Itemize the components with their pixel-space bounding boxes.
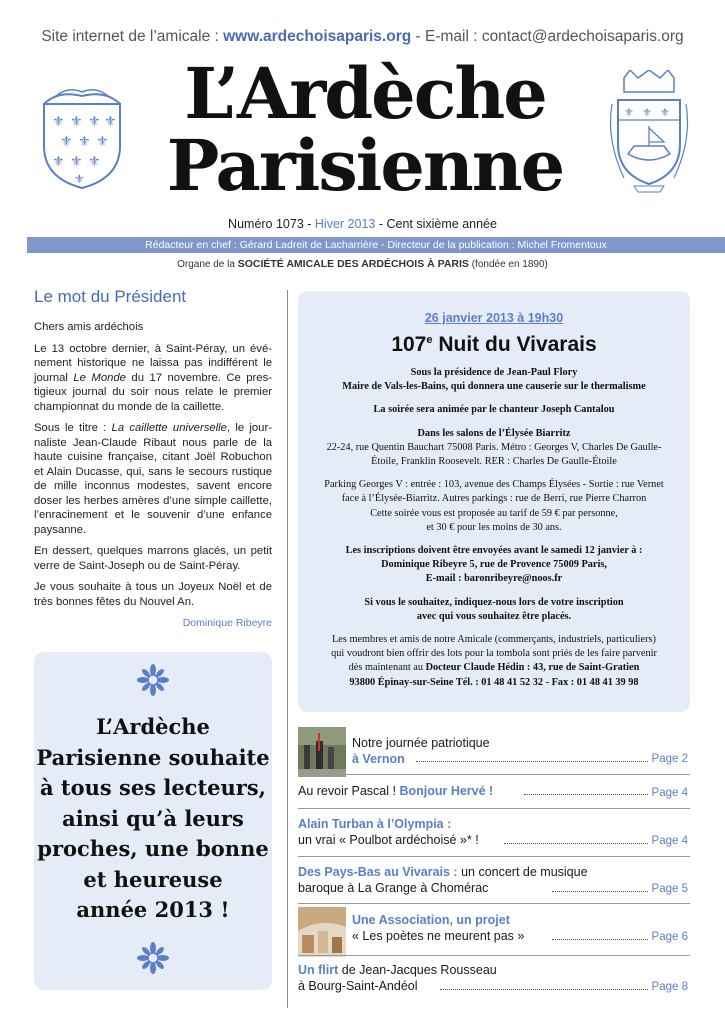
president-signature: Dominique Ribeyre (182, 617, 272, 629)
svg-text:⚜: ⚜ (52, 114, 65, 130)
toc-paysbas-line-2: baroque à La Grange à Chomérac (298, 881, 489, 895)
event-box (298, 291, 690, 712)
toc-divider (298, 808, 690, 809)
president-title: Le mot du Président (34, 287, 187, 306)
price-line-1: Cette soirée vous est proposée au tarif de 59 € par personne, (370, 507, 618, 519)
toc-page: Page 4 (651, 835, 688, 847)
toc-turban-line-1: Alain Turban à l’Olympia : (298, 817, 452, 831)
toc-item-turban[interactable] (298, 816, 690, 848)
tombola-line-3a: dès maintenant au (348, 662, 426, 674)
toc-page: Page 2 (651, 753, 688, 765)
event-inscriptions (298, 544, 690, 587)
toc-page: Page 4 (651, 787, 688, 799)
leader-dots (416, 761, 648, 762)
site-url-link[interactable]: www.ardechoisaparis.org (223, 28, 412, 45)
toc-page: Page 5 (651, 883, 688, 895)
svg-text:⚜: ⚜ (70, 114, 83, 130)
greeting-line-6: et heureuse (83, 866, 223, 892)
svg-text:⚜: ⚜ (642, 106, 652, 119)
email-text: - E-mail : contact@ardechoisaparis.org (411, 28, 684, 45)
greeting-message (34, 712, 272, 926)
ardeche-crest-icon (38, 86, 126, 192)
svg-text:⚜: ⚜ (60, 134, 73, 150)
placement-line-1: Si vous le souhaitez, indiquez-nous lors de votre inscription (364, 596, 624, 608)
event-presidence (298, 366, 690, 394)
toc-page: Page 8 (651, 981, 688, 993)
event-title-text: Nuit du Vivarais (432, 333, 597, 356)
inscription-line-2: Dominique Ribeyre 5, rue de Provence 75009 Paris, (381, 559, 607, 571)
p2-text-c: , le jour-naliste Jean-Claude Ribaut nous parle de la haute cuisine française, citant Joël Robuchon et Alain Ducasse, qui, sans le secours rustique de mille inconnus modestes, savent encore doser les herbes amères d’une simple caillette, l’enracinement et le souvenir d’une enfance paysanne. (34, 422, 272, 536)
site-info-line (0, 28, 725, 46)
toc-vernon-line-1: Notre journée patriotique (352, 736, 490, 750)
president-paragraph-4: Je vous souhaite à tous un Joyeux Noël et de très bonnes fêtes du Nouvel An. (34, 581, 272, 608)
greeting-line-7: année 2013 ! (76, 897, 230, 922)
toc-paysbas-blue: Des Pays-Bas au Vivarais : (298, 865, 462, 879)
svg-text:⚜: ⚜ (96, 134, 109, 150)
organ-founded: (fondée en 1890) (468, 259, 548, 270)
toc-association-line-2: « Les poètes ne meurent pas » (352, 929, 525, 943)
svg-text:⚜: ⚜ (104, 114, 117, 130)
tombola-line-1: Les membres et amis de notre Amicale (commerçants, industriels, particuliers) (332, 634, 656, 646)
svg-text:⚜: ⚜ (52, 154, 65, 170)
greeting-box (34, 652, 272, 990)
issue-season: Hiver 2013 (314, 217, 376, 231)
presidence-line-1: Sous la présidence de Jean-Paul Flory (410, 367, 578, 378)
singer-line: La soirée sera animée par le chanteur Joseph Cantalou (373, 404, 615, 416)
parking-line-1: Parking Georges V : entrée : 103, avenue des Champs Élysées - Sortie : rue Vernet (324, 479, 664, 491)
leader-dots (524, 794, 648, 795)
toc-herve-text: Bonjour Hervé ! (399, 784, 494, 798)
paris-crest-icon (604, 70, 694, 194)
toc-rousseau-text: de Jean-Jacques Rousseau (338, 963, 497, 977)
tombola-line-4: 93800 Épinay-sur-Seine Tél. : 01 48 41 52 32 - Fax : 01 48 41 39 98 (349, 676, 639, 688)
svg-text:⚜: ⚜ (660, 106, 670, 119)
issue-line (0, 217, 725, 231)
price-line-2: et 30 € pour les moins de 30 ans. (426, 521, 562, 533)
leader-dots (552, 891, 648, 892)
p2-text-a: Sous le titre : (34, 422, 112, 434)
flower-ornament-icon (137, 664, 169, 696)
tombola-line-2: qui voudront bien offrir des lots pour la tombola sont priés de les faire parvenir (331, 648, 657, 660)
flower-ornament-icon (137, 942, 169, 974)
event-date: 26 janvier 2013 à 19h30 (424, 311, 564, 325)
presidence-line-2: Maire de Vals-les-Bains, qui donnera une causerie sur le thermalisme (342, 381, 646, 393)
editor-bar: Rédacteur en chef : Gérard Ladreit de Lacharrière - Directeur de la publication : Michel Fromentoux (27, 237, 725, 253)
event-title (298, 333, 690, 357)
president-paragraph-2 (34, 421, 272, 537)
masthead-line-2: Parisienne (166, 124, 564, 207)
svg-text:⚜: ⚜ (78, 134, 91, 150)
toc-divider (298, 903, 690, 904)
organ-society: SOCIÉTÉ AMICALE DES ARDÉCHOIS À PARIS (237, 258, 469, 270)
toc-page: Page 6 (651, 931, 688, 943)
toc-divider (298, 856, 690, 857)
masthead-title (130, 52, 600, 207)
toc-vernon-line-2: à Vernon (352, 752, 405, 766)
p2-title: La caillette universelle (111, 422, 227, 434)
president-body (34, 320, 272, 631)
p1-text-c: du 17 novembre. Ce pres-tigieux journal du soir nous relate le premier championnat du monde de la caillette. (34, 371, 272, 413)
president-paragraph-1 (34, 342, 272, 415)
event-tombola (298, 633, 690, 690)
svg-text:⚜: ⚜ (88, 154, 101, 170)
inscription-line-1: Les inscriptions doivent être envoyées avant le samedi 12 janvier à : (345, 545, 643, 557)
leader-dots (552, 939, 648, 940)
leader-dots (504, 843, 648, 844)
greeting-line-3: à tous ses lecteurs, (40, 775, 266, 800)
parking-line-2: face à l’Élysée-Biarritz. Autres parkings : rue de Berri, rue Pierre Charron (341, 493, 647, 505)
toc-item-pascal[interactable] (298, 783, 690, 799)
event-title-sup: e (426, 334, 433, 346)
toc-divider (298, 774, 690, 775)
placement-line-2: avec qui vous souhaitez être placés. (416, 610, 572, 622)
site-prefix: Site internet de l’amicale : (41, 28, 224, 45)
masthead-line-1: L’Ardèche (184, 52, 546, 135)
toc-turban-line-2: un vrai « Poulbot ardéchoisé »* ! (298, 833, 479, 847)
organ-prefix: Organe de la (177, 259, 238, 270)
issue-number: Numéro 1073 - (228, 217, 315, 231)
toc-paysbas-text: un concert de musique (461, 865, 588, 879)
column-divider (287, 290, 288, 1008)
svg-text:⚜: ⚜ (88, 114, 101, 130)
p1-journal: Le Monde (73, 371, 126, 384)
event-singer (298, 403, 690, 417)
toc-item-rousseau[interactable] (298, 962, 690, 994)
toc-rousseau-blue: Un flirt (298, 963, 339, 977)
event-venue (298, 427, 690, 470)
tombola-line-3b: Docteur Claude Hédin : 43, rue de Saint-Gratien (425, 662, 640, 674)
president-paragraph-3: En dessert, quelques marrons glacés, un petit verre de Saint-Joseph ou de Saint-Péray. (34, 545, 272, 572)
toc-divider (298, 955, 690, 956)
event-title-number: 107 (391, 333, 427, 356)
svg-text:⚜: ⚜ (74, 172, 85, 186)
toc-item-vernon[interactable] (298, 735, 690, 767)
event-placement (298, 596, 690, 624)
venue-line-2: Étoile, Franklin Roosevelt. RER : Charles De Gaulle-Étoile (371, 456, 617, 468)
toc-rousseau-line-2: à Bourg-Saint-Andéol (298, 979, 418, 993)
p1-text-a: Le 13 octobre dernier, à Saint-Péray, un évé-nement historique ne laissa pas indifférent le journal (34, 342, 272, 384)
greeting-line-4: ainsi qu’à leurs (62, 805, 244, 831)
organ-line (0, 258, 725, 270)
venue-title: Dans les salons de l’Élysée Biarritz (417, 427, 571, 439)
toc-pascal-text: Au revoir Pascal ! (298, 784, 400, 798)
inscription-email: E-mail : baronribeyre@noos.fr (425, 573, 563, 585)
svg-text:⚜: ⚜ (624, 106, 634, 119)
toc-item-association[interactable] (298, 912, 690, 944)
leader-dots (440, 989, 648, 990)
greeting-line-1: L’Ardèche (96, 714, 210, 739)
president-greeting: Chers amis ardéchois (34, 321, 144, 333)
venue-line-1: 22-24, rue Quentin Bauchart 75008 Paris. Métro : Georges V, Charles De Gaulle- (326, 441, 662, 453)
greeting-line-5: proches, une bonne (37, 836, 269, 861)
event-parking (298, 478, 690, 535)
greeting-line-2: Parisienne souhaite (36, 744, 270, 770)
svg-text:⚜: ⚜ (70, 154, 83, 170)
toc-association-line-1: Une Association, un projet (352, 913, 510, 927)
issue-year: - Cent sixième année (375, 217, 497, 231)
toc-item-pays-bas[interactable] (298, 864, 690, 896)
